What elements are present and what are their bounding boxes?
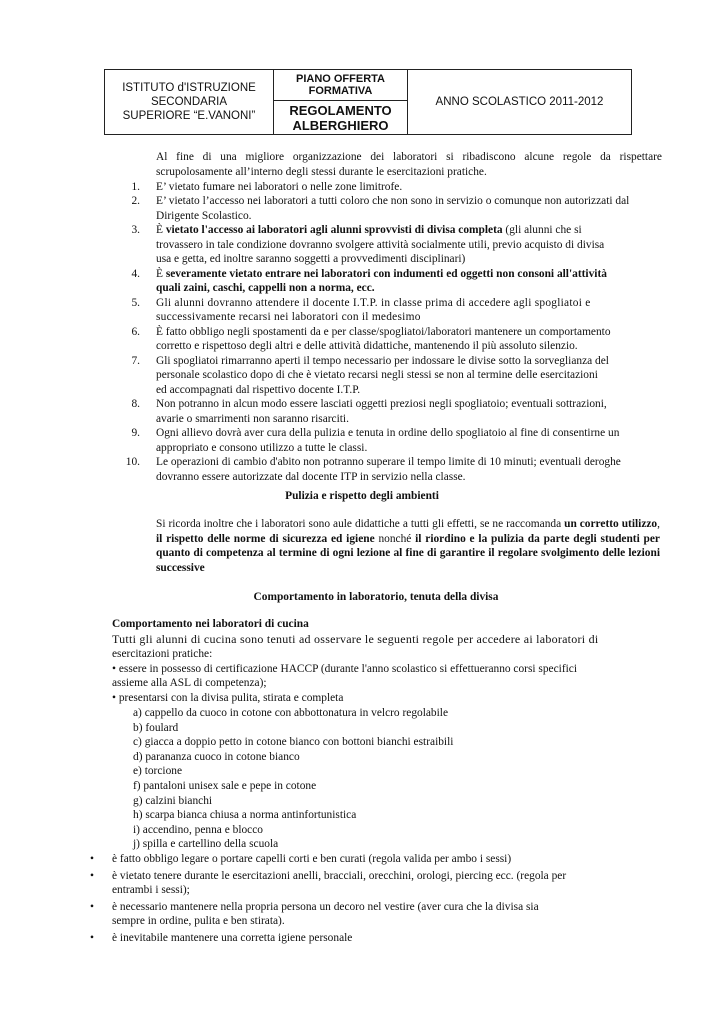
rule-line: dovranno essere autorizzate dal docente ITP in servizio nella classe. — [156, 470, 466, 483]
rule-bold-text: vietato l'accesso ai laboratori agli alunni sprovvisti di divisa completa — [165, 224, 503, 236]
school-name-cell — [105, 70, 274, 135]
rule-line: E’ vietato l’accesso nei laboratori a tutti coloro che non sono in servizio o comunque non autorizzati dal — [156, 195, 630, 207]
cleaning-text: nonché — [374, 532, 416, 545]
rule-text: È — [156, 224, 166, 236]
bullet-line: è inevitabile mantenere una corretta igiene personale — [112, 931, 353, 944]
rule-line: trovassero in tale condizione dovranno svolgere attività socialmente utili, previo acquisto di divisa — [156, 238, 605, 251]
uniform-item: h) scarpa bianca chiusa a norma antinfortunistica — [133, 809, 357, 822]
plan-line: PIANO OFFERTA — [295, 73, 385, 85]
uniform-item: b) foulard — [133, 721, 179, 734]
bullet-icon: • — [90, 869, 94, 882]
rule-bold-text: severamente vietato entrare nei laboratori con indumenti ed oggetti non consoni all'attività — [165, 267, 607, 280]
rule-number: 4. — [131, 267, 140, 280]
bullet-line: sempre in ordine, pulita e ben stirata). — [112, 915, 285, 927]
rule-line: Ogni allievo dovrà aver cura della pulizia e tenuta in ordine dello spogliatoio al fine di consentirne un — [156, 427, 620, 439]
rule-number: 6. — [131, 325, 140, 338]
rule-line: Gli spogliatoi rimarranno aperti il tempo necessario per indossare le divise sotto la sorveglianza del — [156, 354, 609, 367]
bullet-line: è vietato tenere durante le esercitazioni anelli, bracciali, orecchini, orologi, piercing ecc. (regola per — [112, 869, 567, 882]
rule-line: corretto e rispettoso degli altri e delle attività didattiche, mantenendo il più assoluto silenzio. — [156, 340, 578, 352]
uniform-item: d) parananza cuoco in cotone bianco — [133, 750, 300, 763]
cleaning-text: Si ricorda inoltre che i laboratori sono aule didattiche a tutti gli effetti, se ne raccomanda — [156, 518, 565, 530]
regulation-line: REGOLAMENTO — [289, 102, 392, 118]
bullet-line: entrambi i sessi); — [112, 884, 190, 896]
uniform-item: g) calzini bianchi — [133, 794, 213, 807]
uniform-item: i) accendino, penna e blocco — [133, 823, 263, 836]
bullet-line: è necessario mantenere nella propria persona un decoro nel vestire (aver cura che la divisa sia — [112, 900, 539, 913]
rule-line — [156, 223, 582, 238]
rule-line: usa e getta, ed inoltre saranno soggetti a provvedimenti disciplinari) — [156, 253, 466, 265]
cleaning-bold: un corretto utilizzo — [564, 518, 658, 530]
kitchen-lead: esercitazioni pratiche: — [112, 648, 213, 660]
rule-line: avarie o smarrimenti non saranno risarciti. — [156, 412, 349, 425]
rule-line: personale scolastico dopo di che è vietato recarsi negli stessi se non al termine delle esercitazioni — [156, 369, 598, 381]
bullet-icon: • — [90, 931, 94, 944]
uniform-item: j) spilla e cartellino della scuola — [133, 838, 279, 851]
rule-number: 3. — [131, 224, 140, 236]
rule-line — [156, 267, 607, 282]
rule-text: È — [156, 267, 166, 280]
uniform-item: c) giacca a doppio petto in cotone bianco con bottoni bianchi estraibili — [133, 736, 454, 749]
regulation-line: ALBERGHIERO — [292, 117, 389, 133]
section-title-cleaning: Pulizia e rispetto degli ambienti — [285, 490, 439, 502]
rule-line: successivamente recarsi nei laboratori con il medesimo — [156, 311, 421, 323]
rule-number: 5. — [131, 296, 140, 309]
rule-line: Le operazioni di cambio d'abito non potranno superare il tempo limite di 10 minuti; eventuali deroghe — [156, 456, 621, 468]
school-line: SUPERIORE “E.VANONI” — [122, 110, 256, 122]
rule-line: È fatto obbligo negli spostamenti da e per classe/spogliatoi/laboratori mantenere un comportamento — [156, 325, 611, 338]
rule-line: Dirigente Scolastico. — [156, 209, 252, 222]
bullet-line: è fatto obbligo legare o portare capelli corti e ben curati (regola valida per ambo i sessi) — [112, 853, 512, 865]
kitchen-subtitle: Comportamento nei laboratori di cucina — [112, 618, 309, 630]
cleaning-text: , — [657, 518, 660, 530]
rule-line: appropriato e consono utilizzo a tutte le classi. — [156, 441, 368, 454]
rule-line: E’ vietato fumare nei laboratori o nelle zone limitrofe. — [156, 180, 403, 193]
requirement-haccp: assieme alla ASL di competenza); — [112, 677, 267, 689]
requirement-haccp: • essere in possesso di certificazione HACCP (durante l'anno scolastico si effettueranno corsi specifici — [112, 663, 578, 675]
regulation-title — [274, 101, 407, 134]
bullet-icon: • — [90, 853, 94, 865]
bullet-icon: • — [90, 900, 94, 913]
uniform-item: f) pantaloni unisex sale e pepe in cotone — [133, 780, 317, 792]
rule-number: 7. — [131, 354, 140, 367]
section-title-behaviour: Comportamento in laboratorio, tenuta della divisa — [253, 591, 499, 603]
school-line: ISTITUTO d'ISTRUZIONE — [122, 82, 256, 94]
uniform-item: a) cappello da cuoco in cotone con abbottonatura in velcro regolabile — [133, 707, 449, 719]
plan-line: FORMATIVA — [308, 85, 373, 97]
rule-line: quali zaini, caschi, cappelli non a norma, ecc. — [156, 282, 375, 294]
rule-number: 10. — [125, 456, 140, 468]
cleaning-bold: il riordino e la pulizia da parte degli studenti per quanto di competenza al termine di ogni lezione al fine di garantire il regolare svolgimento delle lezioni successive — [156, 532, 660, 574]
plan-title — [274, 70, 407, 101]
rule-line: ed accompagnati dal rispettivo docente I.T.P. — [156, 383, 361, 396]
plan-cell — [274, 70, 408, 135]
school-line: SECONDARIA — [150, 96, 228, 108]
school-year-cell: ANNO SCOLASTICO 2011-2012 — [408, 70, 632, 135]
kitchen-lead: Tutti gli alunni di cucina sono tenuti ad osservare le seguenti regole per accedere ai laboratori di — [112, 632, 599, 646]
cleaning-bold: il rispetto delle norme di sicurezza ed igiene — [156, 532, 375, 545]
requirement-uniform: • presentarsi con la divisa pulita, stirata e completa — [112, 692, 344, 704]
rule-number: 8. — [131, 398, 140, 410]
cleaning-paragraph — [156, 517, 660, 575]
rule-number: 1. — [131, 180, 140, 193]
uniform-item: e) torcione — [133, 765, 183, 778]
rule-line: Non potranno in alcun modo essere lasciati oggetti preziosi negli spogliatoio; eventuali sottrazioni, — [156, 398, 607, 410]
intro-paragraph: Al fine di una migliore organizzazione dei laboratori si ribadiscono alcune regole da rispettare scrupolosamente all’interno degli stessi durante le esercitazioni pratiche. — [156, 151, 662, 178]
rule-line: Gli alunni dovranno attendere il docente I.T.P. in classe prima di accedere agli spogliatoi e — [156, 296, 591, 309]
header-table — [104, 69, 632, 135]
rule-number: 2. — [131, 195, 140, 207]
rule-number: 9. — [131, 427, 140, 439]
rule-text: (gli alunni che si — [502, 224, 582, 236]
